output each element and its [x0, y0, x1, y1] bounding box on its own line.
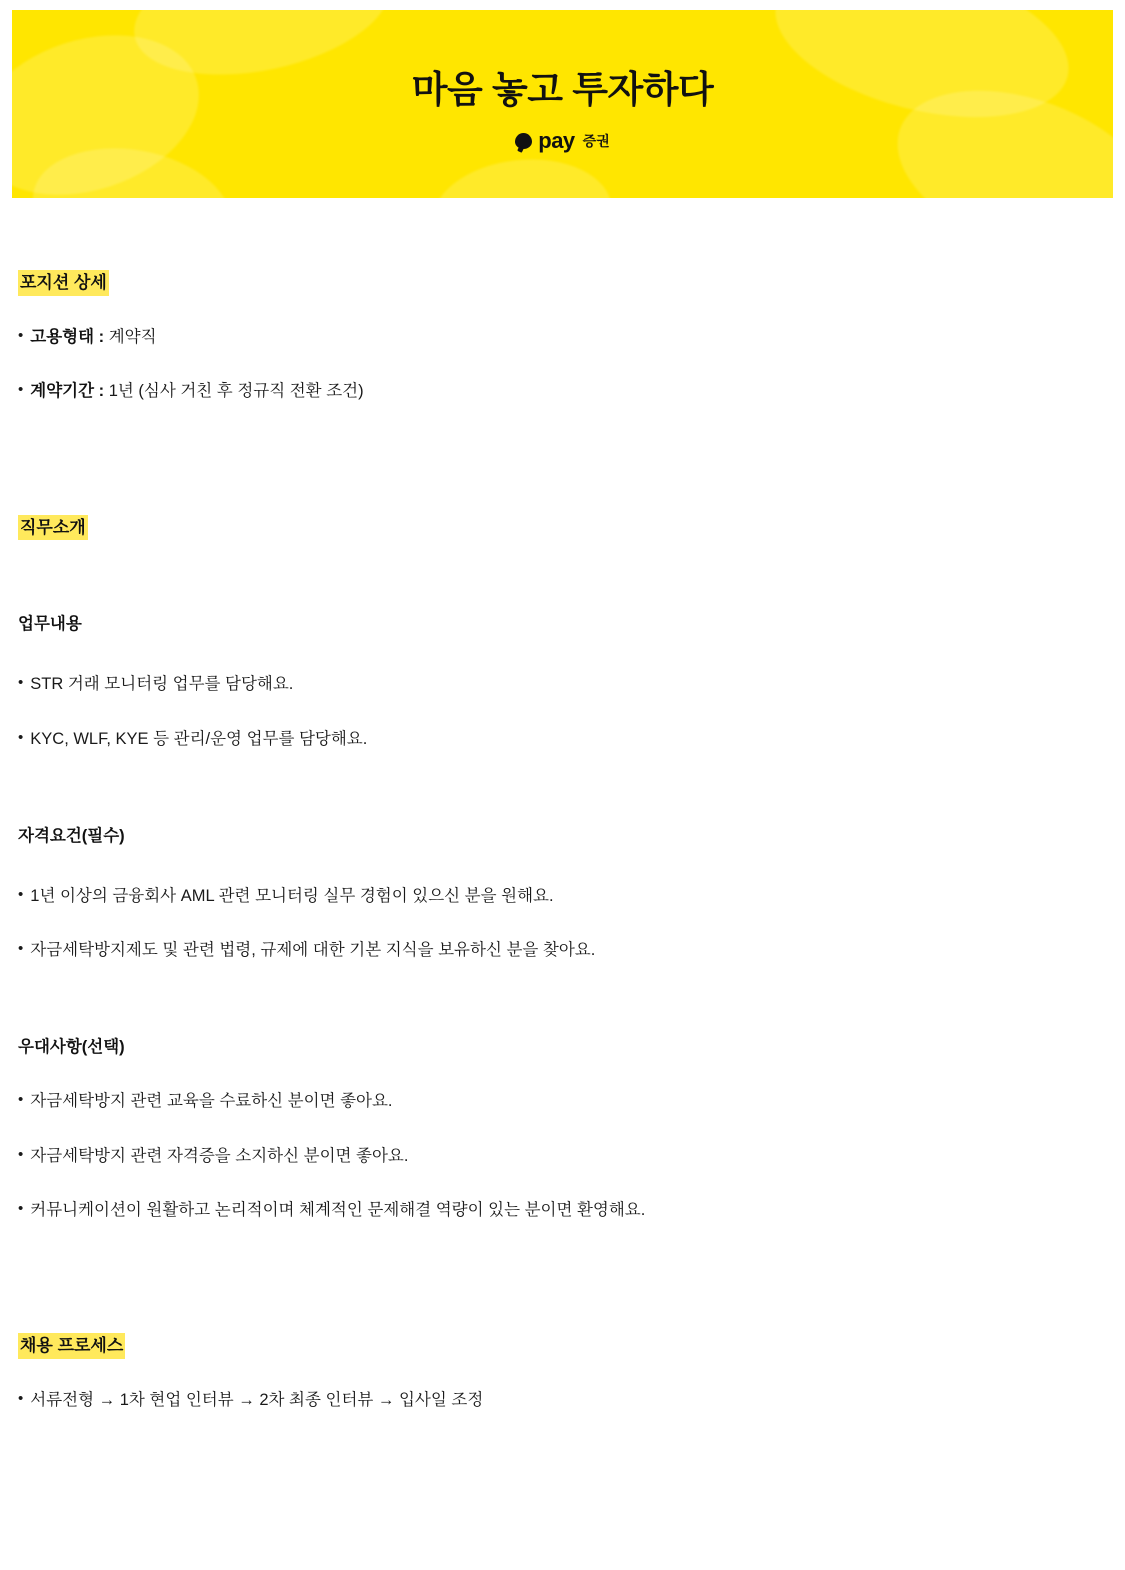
list-item-text: STR 거래 모니터링 업무를 담당해요. — [30, 675, 294, 694]
list-item — [18, 324, 1107, 350]
list-item — [18, 378, 1107, 404]
hero-banner — [12, 10, 1113, 198]
subsection-heading-preferred: 우대사항(선택) — [18, 1038, 125, 1057]
bullet-marker: • — [18, 674, 24, 692]
list-item — [18, 937, 1107, 963]
list-item-text: 커뮤니케이션이 원활하고 논리적이며 체계적인 문제해결 역량이 있는 분이면 환영해요. — [30, 1200, 646, 1219]
bullet-marker: • — [18, 381, 24, 399]
section-heading-label: 포지션 상세 — [18, 270, 109, 296]
subsection-heading-duties: 업무내용 — [18, 615, 82, 634]
job-description-body — [0, 198, 1125, 1454]
list-item-text: KYC, WLF, KYE 등 관리/운영 업무를 담당해요. — [30, 729, 368, 748]
kakao-bubble-icon — [515, 133, 532, 149]
list-item — [18, 1197, 1107, 1223]
bullet-marker: • — [18, 1091, 24, 1109]
section-heading-job-intro — [18, 515, 1107, 541]
list-item — [18, 883, 1107, 909]
bullet-marker: • — [18, 728, 24, 746]
list-item-text — [30, 324, 156, 350]
hero-title: 마음 놓고 투자하다 — [411, 69, 714, 110]
list-item-text: 서류전형 → 1차 현업 인터뷰 → 2차 최종 인터뷰 → 입사일 조정 — [30, 1391, 484, 1410]
bullet-marker: • — [18, 326, 24, 344]
section-heading-hiring-process — [18, 1333, 1107, 1359]
list-item-label: 계약기간 : — [30, 382, 105, 401]
brand-logo — [12, 128, 1113, 154]
list-item — [18, 671, 1107, 697]
bullet-marker: • — [18, 1390, 24, 1408]
logo-pay-text: pay — [538, 128, 575, 154]
list-item-text: 1년 이상의 금융회사 AML 관련 모니터링 실무 경험이 있으신 분을 원해요. — [30, 886, 554, 905]
list-item-label: 고용형태 : — [30, 327, 105, 346]
list-item-value: 1년 (심사 거친 후 정규직 전환 조건) — [104, 382, 364, 401]
bullet-marker: • — [18, 940, 24, 958]
list-item — [18, 1143, 1107, 1169]
hero-content — [12, 10, 1113, 154]
section-heading-label: 채용 프로세스 — [18, 1333, 125, 1359]
section-heading-label: 직무소개 — [18, 515, 88, 541]
list-item-text: 자금세탁방지제도 및 관련 법령, 규제에 대한 기본 지식을 보유하신 분을 찾아요. — [30, 941, 596, 960]
bullet-marker: • — [18, 1199, 24, 1217]
subsection-heading-requirements: 자격요건(필수) — [18, 826, 125, 845]
banana-shape-decoration — [427, 151, 618, 198]
list-item-text: 자금세탁방지 관련 자격증을 소지하신 분이면 좋아요. — [30, 1146, 409, 1165]
list-item-value: 계약직 — [104, 327, 157, 346]
bullet-marker: • — [18, 1145, 24, 1163]
list-item-text: 자금세탁방지 관련 교육을 수료하신 분이면 좋아요. — [30, 1092, 393, 1111]
list-item — [18, 1387, 1107, 1413]
section-heading-position-detail — [18, 270, 1107, 296]
bullet-marker: • — [18, 885, 24, 903]
list-item — [18, 1088, 1107, 1114]
job-posting-page — [0, 10, 1125, 1454]
logo-suffix-text: 증권 — [582, 133, 610, 150]
list-item-text — [30, 378, 363, 404]
list-item — [18, 726, 1107, 752]
